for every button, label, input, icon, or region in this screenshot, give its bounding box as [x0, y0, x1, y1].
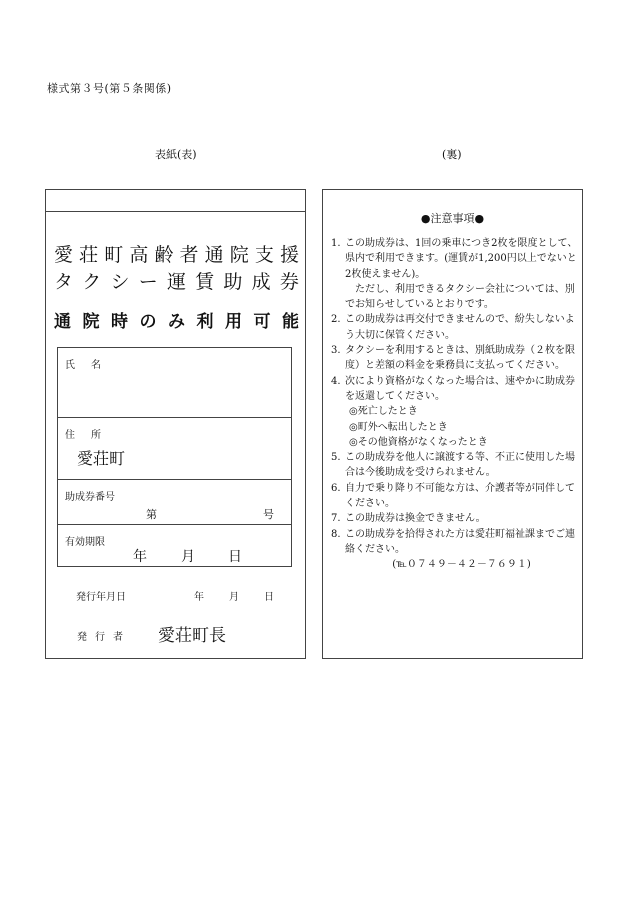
notice-item-text: 自力で乗り降り不可能な方は、介護者等が同伴してください。: [345, 482, 575, 510]
notice-item-number: 3.: [331, 345, 341, 357]
title-char: 者: [179, 244, 199, 266]
title-char: 能: [282, 312, 299, 332]
name-label: 氏 名: [65, 360, 104, 371]
title-char: 院: [82, 312, 100, 332]
issue-month: 月: [229, 592, 239, 603]
notice-item: [331, 312, 578, 343]
title-char: 援: [279, 244, 299, 266]
title-char: 賃: [195, 271, 215, 293]
notice-sub-item: ◎町外へ転出したとき: [349, 421, 448, 433]
notice-item: [331, 527, 578, 558]
title-char: 通: [204, 244, 224, 266]
title-char: ク: [82, 271, 102, 293]
validity-month: 月: [181, 549, 195, 565]
notice-sub-item: ◎死亡したとき: [349, 406, 418, 418]
address-row: [58, 418, 291, 480]
title-char: シ: [110, 271, 130, 293]
notice-item: [331, 236, 578, 282]
title-char: 荘: [79, 244, 99, 266]
front-cover-label: 表紙(表): [155, 148, 197, 161]
address-label: 住 所: [65, 430, 104, 441]
notice-sub-item: ◎その他資格がなくなったとき: [349, 436, 488, 448]
title-line-1: [54, 246, 299, 265]
title-char: み: [168, 312, 185, 332]
notice-item-text: この助成券を他人に譲渡する等、不正に使用した場合は今後助成を受けられません。: [345, 452, 575, 479]
notice-item-text: この助成券を拾得された方は愛荘町福祉課までご連絡ください。: [345, 528, 575, 555]
title-char: 高: [129, 244, 149, 266]
address-value: 愛荘町: [77, 449, 126, 468]
title-char: 時: [111, 312, 128, 332]
back-card: [322, 189, 583, 659]
title-char: 通: [54, 312, 71, 332]
validity-row: [58, 525, 291, 567]
title-char: 助: [223, 271, 243, 293]
notice-item: [331, 343, 578, 374]
notice-item: [331, 511, 578, 526]
notice-item-number: 6.: [331, 482, 341, 494]
form-number: 様式第３号(第５条関係): [47, 82, 172, 95]
title-char: 支: [254, 244, 274, 266]
issue-year: 年: [194, 592, 204, 603]
ticket-number-suffix: 号: [263, 508, 274, 521]
validity-label: 有効期限: [65, 537, 105, 548]
fields-box: [57, 347, 292, 567]
top-band: [46, 190, 305, 212]
title-char: 用: [225, 312, 242, 332]
title-char: 町: [104, 244, 124, 266]
title-line-2: [54, 273, 299, 292]
ticket-number-row: [58, 480, 291, 525]
notice-item-text: この助成券は換金できません。: [345, 513, 486, 525]
title-char: 可: [253, 312, 271, 332]
contact-phone: (℡０７４９－４２－７６９１): [392, 559, 531, 571]
notice-item: [331, 450, 578, 481]
title-char: 券: [279, 271, 299, 293]
notice-list: [331, 236, 578, 573]
issue-date-label: 発行年月日: [76, 592, 126, 603]
issuer-value: 愛荘町長: [158, 626, 226, 646]
notice-item: [331, 481, 578, 512]
title-char: ー: [138, 271, 158, 293]
back-cover-label: (裏): [442, 148, 462, 161]
title-char: 齢: [154, 244, 174, 266]
hospital-only-notice: [54, 314, 299, 331]
title-char: 運: [166, 271, 186, 293]
notice-item-note: ただし、利用できるタクシー会社については、別でお知らせしているとおりです。: [345, 283, 575, 311]
validity-day: 日: [228, 549, 242, 565]
notice-item-number: 4.: [331, 375, 341, 387]
notice-item-text: タクシーを利用するときは、別紙助成券（２枚を限度）と差額の料金を乗務員に支払ってください。: [345, 345, 575, 372]
title-char: 利: [196, 312, 214, 332]
name-row: [58, 348, 291, 418]
notice-item-text: 次により資格がなくなった場合は、速やかに助成券を返還してください。: [345, 375, 575, 402]
notice-item-number: 7.: [331, 513, 341, 525]
title-char: の: [139, 312, 157, 332]
notice-item-number: 1.: [331, 238, 341, 249]
front-card: [45, 189, 306, 659]
ticket-number-label: 助成券番号: [65, 492, 115, 503]
notice-title: ●注意事項●: [420, 212, 485, 225]
title-char: タ: [54, 271, 74, 293]
issue-day: 日: [264, 592, 274, 603]
notice-item-text: この助成券は、1回の乗車につき2枚を限度として、県内で利用できます。(運賃が1,200円以上でないと2枚使えません)。: [345, 238, 578, 280]
validity-year: 年: [133, 549, 147, 565]
notice-item-number: 5.: [331, 452, 341, 464]
title-char: 成: [251, 271, 271, 293]
notice-item-text: この助成券は再交付できませんので、紛失しないよう大切に保管ください。: [345, 314, 575, 341]
issuer-label: 発行者: [77, 632, 131, 643]
title-char: 愛: [54, 244, 74, 266]
ticket-number-prefix: 第: [146, 508, 157, 521]
notice-item-number: 2.: [331, 314, 341, 326]
title-char: 院: [229, 244, 249, 266]
notice-item: [331, 374, 578, 405]
notice-item-number: 8.: [331, 528, 341, 540]
